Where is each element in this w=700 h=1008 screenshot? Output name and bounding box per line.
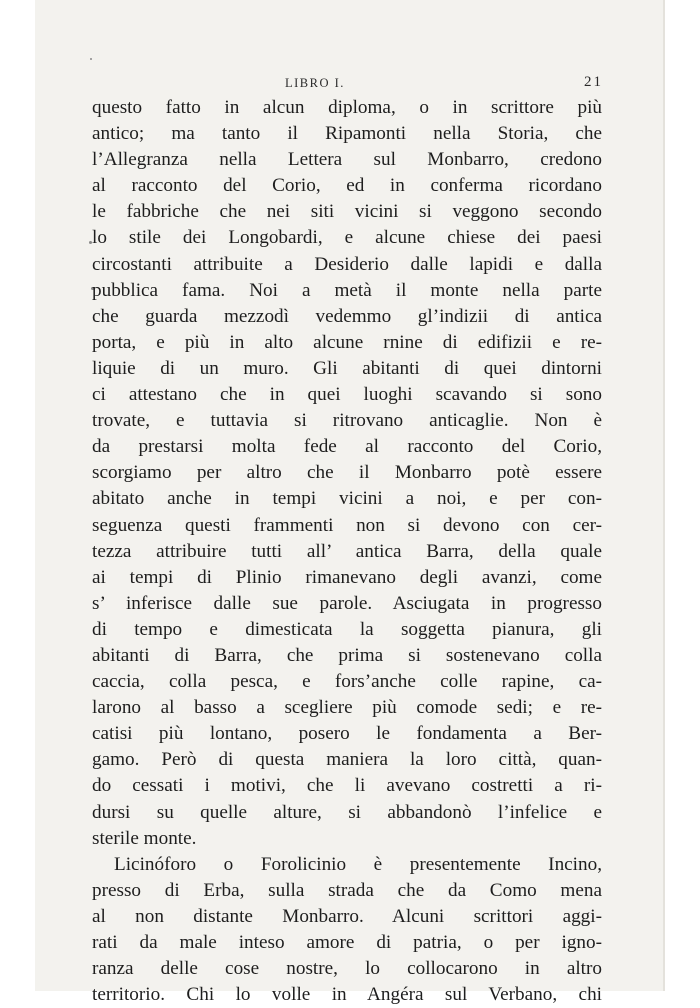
text-line: al racconto del Corio, ed in conferma ricordano (92, 175, 602, 197)
text-line: l’Allegranza nella Lettera sul Monbarro, credono (92, 149, 602, 171)
page-header (35, 76, 665, 96)
text-line: catisi più lontano, posero le fondamenta a Ber- (92, 723, 602, 745)
text-line: sterile monte. (92, 827, 197, 849)
text-line: Licinóforo o Forolicinio è presentemente Incino, (114, 853, 602, 875)
body-text (92, 95, 602, 1008)
book-page (35, 0, 665, 1006)
text-line: ai tempi di Plinio rimanevano degli avanzi, come (92, 566, 602, 588)
text-line: presso di Erba, sulla strada che da Como mena (92, 879, 602, 901)
text-line: s’ inferisce dalle sue parole. Asciugata in progresso (92, 592, 602, 614)
text-line: gamo. Però di questa maniera la loro città, quan- (92, 749, 602, 771)
text-line: rati da male inteso amore di patria, o per igno- (92, 932, 602, 953)
paragraph-2 (92, 852, 602, 1008)
margin-speck (90, 58, 92, 60)
text-line: caccia, colla pesca, e fors’anche colle rapine, ca- (92, 671, 602, 693)
text-line: da prestarsi molta fede al racconto del Corio, (92, 436, 602, 458)
text-line: ranza delle cose nostre, lo collocarono in altro (92, 958, 602, 980)
text-line: di tempo e dimesticata la soggetta pianura, gli (92, 618, 602, 640)
paragraph-1 (92, 95, 602, 852)
text-line: circostanti attribuite a Desiderio dalle lapidi e dalla (92, 253, 602, 275)
text-line: pubblica fama. Noi a metà il monte nella parte (92, 279, 602, 301)
text-line: abitato anche in tempi vicini a noi, e per con- (92, 488, 602, 510)
text-line: seguenza questi frammenti non si devono con cer- (92, 514, 602, 536)
text-line: scorgiamo per altro che il Monbarro potè essere (92, 462, 602, 484)
text-line: abitanti di Barra, che prima si sostenevano colla (92, 644, 602, 666)
text-line: porta, e più in alto alcune rnine di edifizii e re- (92, 331, 602, 353)
text-line: do cessati i motivi, che li avevano costretti a ri- (92, 775, 602, 797)
text-line: trovate, e tuttavia si ritrovano anticaglie. Non è (92, 410, 602, 432)
text-line: ci attestano che in quei luoghi scavando si sono (92, 384, 602, 406)
running-head: LIBRO I. (285, 76, 345, 90)
text-line: larono al basso a scegliere più comode sedi; e re- (92, 697, 602, 719)
text-line: territorio. Chi lo volle in Angéra sul Verbano, chi (92, 984, 602, 1006)
text-line: al non distante Monbarro. Alcuni scrittori aggi- (92, 905, 602, 927)
text-line: dursi su quelle alture, si abbandonò l’infelice e (92, 801, 602, 823)
text-line: questo fatto in alcun diploma, o in scrittore più (92, 97, 602, 118)
text-line: che guarda mezzodì vedemmo gl’indizii di antica (92, 305, 602, 327)
text-line: lo stile dei Longobardi, e alcune chiese dei paesi (92, 227, 602, 249)
text-line: tezza attribuire tutti all’ antica Barra, della quale (92, 540, 602, 562)
text-line: le fabbriche che nei siti vicini si veggono secondo (92, 201, 602, 223)
page-number: 21 (584, 74, 603, 90)
text-line: antico; ma tanto il Ripamonti nella Storia, che (92, 123, 602, 145)
text-line: liquie di un muro. Gli abitanti di quei dintorni (92, 357, 602, 379)
